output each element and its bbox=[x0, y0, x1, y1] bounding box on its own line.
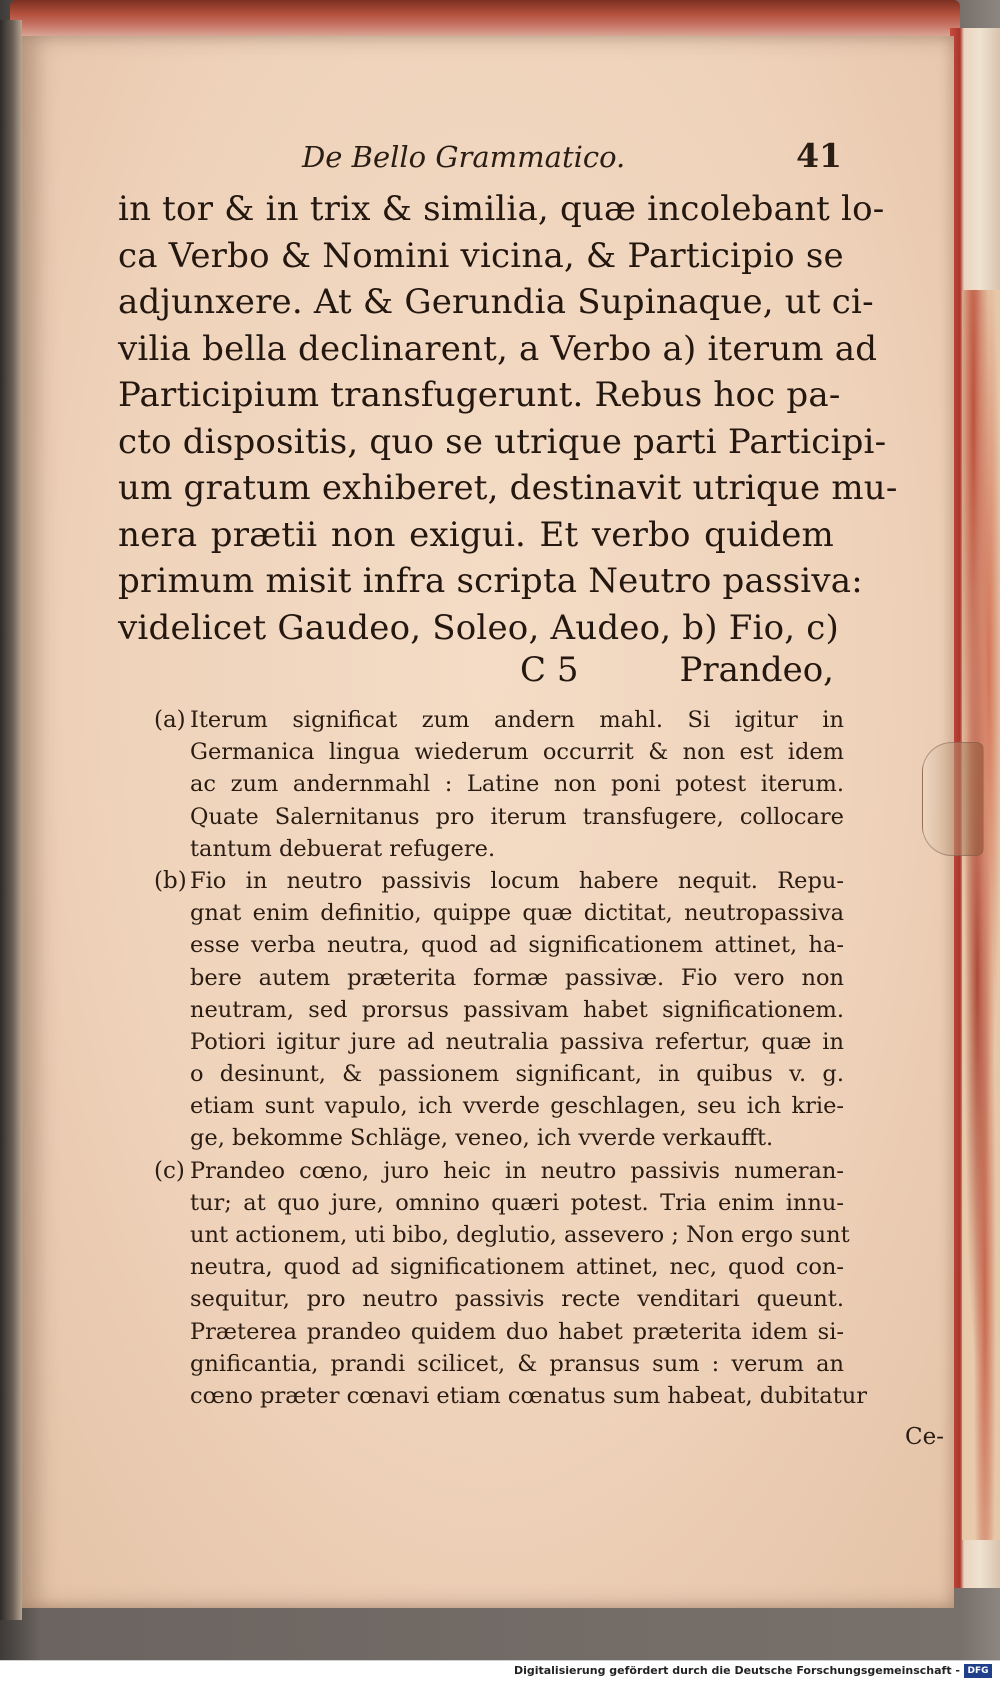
main-text-block bbox=[118, 186, 898, 651]
footnote-line: tur; at quo jure, omnino quæri potest. Tria enim innu- bbox=[190, 1189, 844, 1216]
text-line: videlicet Gaudeo, Soleo, Audeo, b) Fio, c) bbox=[118, 607, 840, 648]
footnote-line: etiam sunt vapulo, ich vverde geschlagen, seu ich krie- bbox=[190, 1093, 844, 1120]
footnote-b bbox=[154, 865, 844, 1155]
footnote-line: neutra, quod ad significationem attinet, nec, quod con- bbox=[190, 1254, 844, 1281]
book-page bbox=[22, 36, 954, 1608]
footnote-line: sequitur, pro neutro passivis recte venditari queunt. bbox=[190, 1286, 844, 1313]
text-line: nera prætii non exigui. Et verbo quidem bbox=[118, 514, 834, 555]
footnote-line: ac zum andernmahl : Latine non poni potest iterum. bbox=[190, 771, 844, 798]
page-clip-holder bbox=[922, 742, 984, 856]
text-line: vilia bella declinarent, a Verbo a) iterum ad bbox=[118, 328, 878, 369]
footnote-line: bere autem præterita formæ passivæ. Fio vero non bbox=[190, 964, 844, 991]
running-title: De Bello Grammatico. bbox=[302, 140, 626, 174]
footnote-line: Potiori igitur jure ad neutralia passiva refertur, quæ in bbox=[190, 1028, 844, 1055]
text-line: um gratum exhiberet, destinavit utrique mu- bbox=[118, 468, 898, 508]
footnote-line: Quate Salernitanus pro iterum transfugere, collocare bbox=[190, 803, 844, 830]
text-line: in tor & in trix & similia, quæ incolebant lo- bbox=[118, 189, 885, 229]
text-line: adjunxere. At & Gerundia Supinaque, ut ci- bbox=[118, 282, 874, 322]
text-line: cto dispositis, quo se utrique parti Participi- bbox=[118, 421, 887, 462]
book-spine-edge bbox=[0, 20, 22, 1620]
footnote-line: cœno præter cœnavi etiam cœnatus sum habeat, dubitatur bbox=[190, 1382, 868, 1409]
page-header bbox=[302, 136, 842, 182]
footnote-catchword: Ce- bbox=[905, 1424, 944, 1450]
gathering-signature: C 5 bbox=[520, 650, 579, 690]
footnote-marker: (c) bbox=[154, 1157, 185, 1184]
page-number: 41 bbox=[796, 136, 842, 175]
text-line: ca Verbo & Nomini vicina, & Participio se bbox=[118, 235, 844, 276]
footnote-line: Iterum significat zum andern mahl. Si igitur in bbox=[190, 707, 844, 733]
text-line: Participium transfugerunt. Rebus hoc pa- bbox=[118, 375, 841, 415]
footnote-marker: (b) bbox=[154, 867, 187, 894]
footnote-line: Præterea prandeo quidem duo habet præterita idem si- bbox=[190, 1318, 844, 1345]
footnote-line: gnat enim definitio, quippe quæ dictitat, neutropassiva bbox=[190, 900, 844, 927]
footnote-line: unt actionem, uti bibo, deglutio, assevero ; Non ergo sunt bbox=[190, 1222, 850, 1248]
footnote-line: ge, bekomme Schläge, veneo, ich vverde verkaufft. bbox=[190, 1125, 774, 1152]
footnote-line: neutram, sed prorsus passivam habet significationem. bbox=[190, 996, 844, 1023]
footnote-line: esse verba neutra, quod ad significationem attinet, ha- bbox=[190, 932, 844, 959]
marbled-endpaper bbox=[962, 290, 1000, 1540]
footnote-line: Germanica lingua wiederum occurrit & non est idem bbox=[190, 739, 844, 766]
footnote-line: o desinunt, & passionem significant, in quibus v. g. bbox=[190, 1061, 844, 1088]
footnote-line: Fio in neutro passivis locum habere nequit. Repu- bbox=[190, 867, 844, 894]
dfg-credit-text: Digitalisierung gefördert durch die Deutsche Forschungsgemeinschaft - bbox=[513, 1664, 960, 1677]
digitization-footer bbox=[0, 1660, 1000, 1682]
footnote-a bbox=[154, 704, 844, 865]
footnotes bbox=[154, 704, 868, 1412]
footnote-line: tantum debuerat refugere. bbox=[190, 835, 496, 862]
footnote-line: gnificantia, prandi scilicet, & pransus sum : verum an bbox=[190, 1350, 844, 1377]
footnote-line: Prandeo cœno, juro heic in neutro passivis numeran- bbox=[190, 1157, 844, 1184]
text-line: primum misit infra scripta Neutro passiva: bbox=[118, 561, 863, 601]
catchword: Prandeo, bbox=[679, 650, 834, 690]
signature-line bbox=[118, 650, 834, 696]
dfg-logo-icon: DFG bbox=[964, 1664, 992, 1678]
footnote-c bbox=[154, 1155, 868, 1413]
footnote-marker: (a) bbox=[154, 707, 186, 733]
